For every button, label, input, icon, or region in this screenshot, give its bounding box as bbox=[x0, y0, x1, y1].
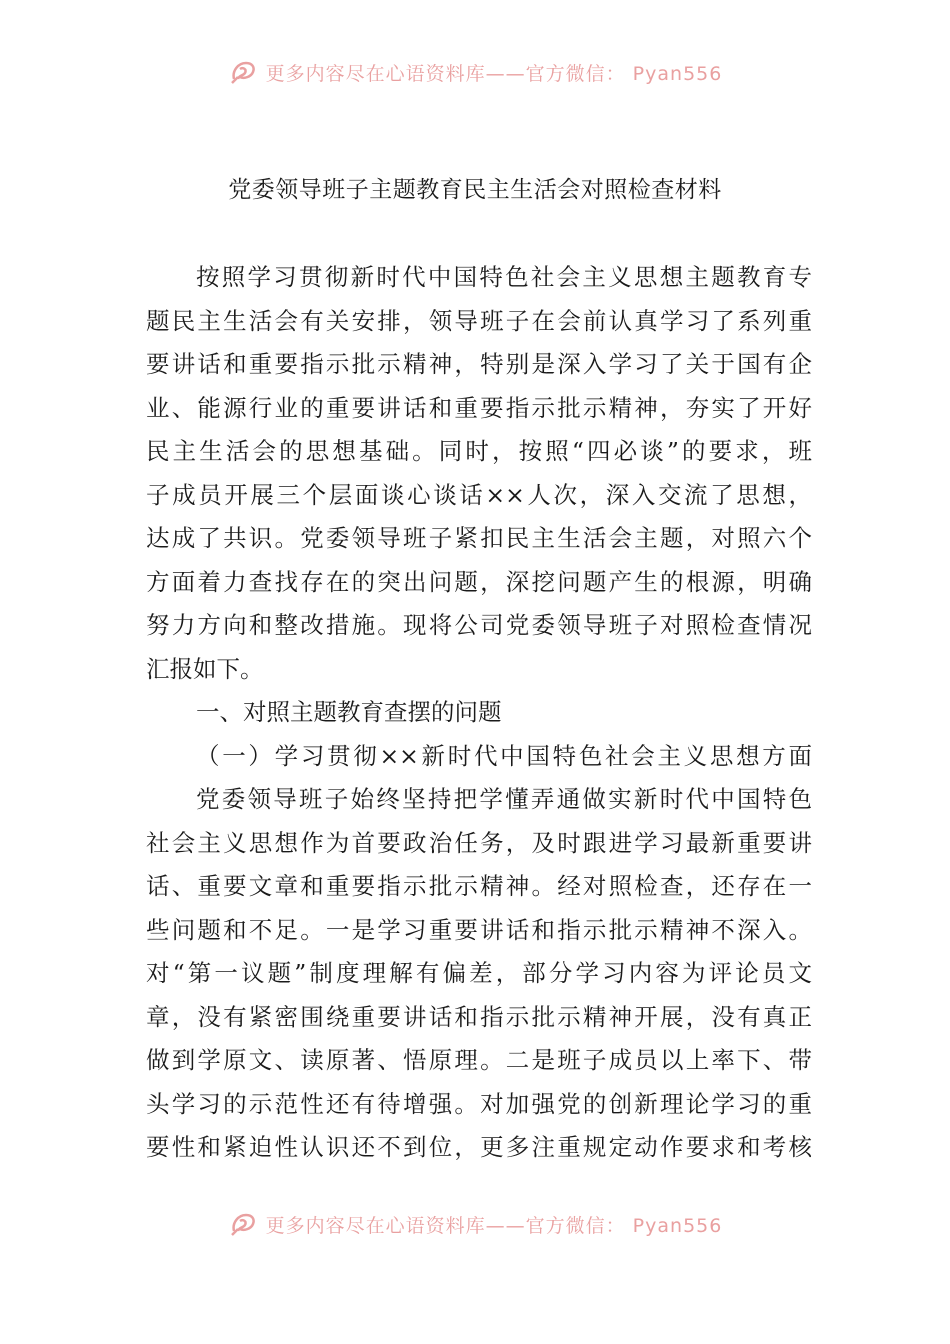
body-line: 达成了共识。党委领导班子紧扣民主生活会主题，对照六个 bbox=[146, 524, 812, 552]
body-line: 话、重要文章和重要指示批示精神。经对照检查，还存在一 bbox=[146, 872, 812, 900]
watermark-footer bbox=[0, 1206, 950, 1242]
body-line: 方面着力查找存在的突出问题，深挖问题产生的根源，明确 bbox=[146, 567, 812, 596]
body-line: 一、对照主题教育查摆的问题 bbox=[196, 698, 502, 726]
body-line: 党委领导班子始终坚持把学懂弄通做实新时代中国特色 bbox=[196, 785, 812, 813]
body-line: 汇报如下。 bbox=[146, 654, 264, 683]
body-line: （一）学习贯彻××新时代中国特色社会主义思想方面 bbox=[196, 741, 812, 770]
body-line: 些问题和不足。一是学习重要讲话和指示批示精神不深入。 bbox=[146, 915, 812, 944]
body-line: 要讲话和重要指示批示精神，特别是深入学习了关于国有企 bbox=[146, 350, 812, 378]
watermark-text: 更多内容尽在心语资料库——官方微信： Pyan556 bbox=[265, 62, 723, 85]
body-line: 做到学原文、读原著、悟原理。二是班子成员以上率下、带 bbox=[146, 1046, 812, 1074]
body-line: 对“第一议题”制度理解有偏差，部分学习内容为评论员文 bbox=[146, 959, 812, 987]
body-line: 按照学习贯彻新时代中国特色社会主义思想主题教育专 bbox=[196, 263, 812, 291]
document-body bbox=[146, 256, 812, 1170]
body-line: 头学习的示范性还有待增强。对加强党的创新理论学习的重 bbox=[146, 1089, 812, 1118]
body-line: 要性和紧迫性认识还不到位，更多注重规定动作要求和考核 bbox=[146, 1133, 812, 1161]
body-line: 题民主生活会有关安排，领导班子在会前认真学习了系列重 bbox=[146, 306, 812, 335]
body-line: 社会主义思想作为首要政治任务，及时跟进学习最新重要讲 bbox=[146, 828, 812, 857]
watermark-logo-icon bbox=[228, 57, 258, 87]
watermark-header bbox=[0, 54, 950, 90]
body-line: 子成员开展三个层面谈心谈话××人次，深入交流了思想， bbox=[146, 480, 812, 509]
watermark-logo-icon bbox=[228, 1209, 258, 1239]
body-line: 努力方向和整改措施。现将公司党委领导班子对照检查情况 bbox=[146, 611, 812, 639]
body-line: 民主生活会的思想基础。同时，按照“四必谈”的要求，班 bbox=[146, 437, 812, 465]
document-title: 党委领导班子主题教育民主生活会对照检查材料 bbox=[228, 177, 722, 203]
body-line: 业、能源行业的重要讲话和重要指示批示精神，夯实了开好 bbox=[146, 393, 812, 422]
watermark-text: 更多内容尽在心语资料库——官方微信： Pyan556 bbox=[265, 1214, 723, 1237]
body-line: 章，没有紧密围绕重要讲话和指示批示精神开展，没有真正 bbox=[146, 1002, 812, 1031]
